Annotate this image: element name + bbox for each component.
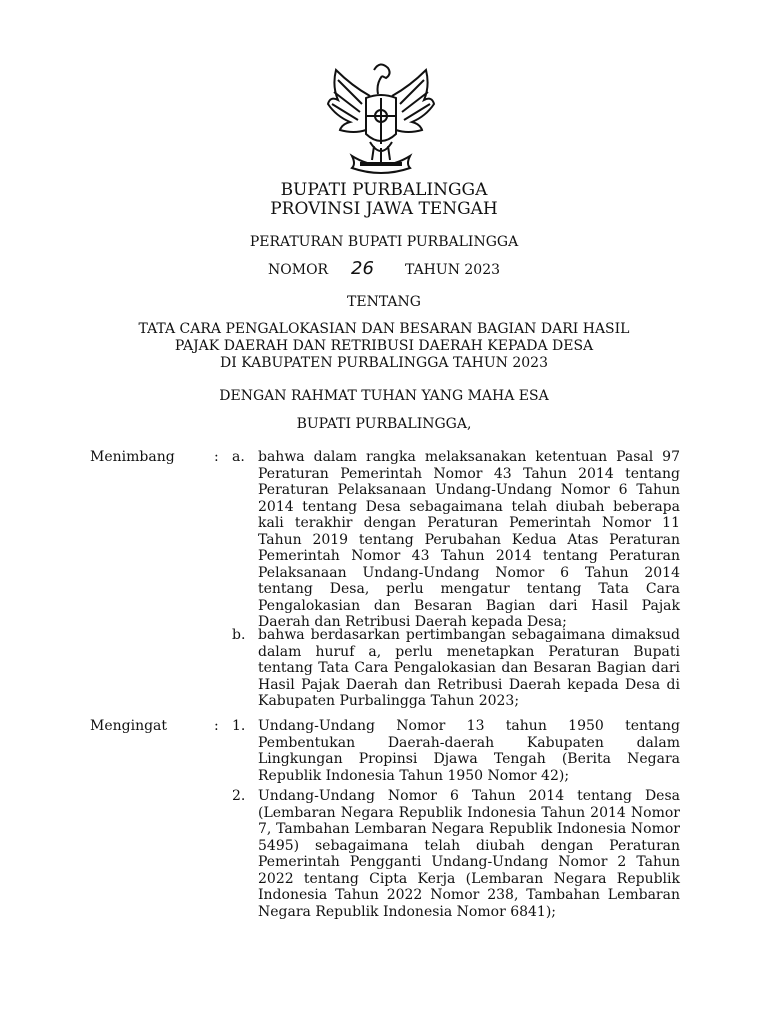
nomor-value: 26 — [351, 258, 374, 279]
item-marker: 2. — [232, 788, 246, 804]
colon: : — [214, 718, 219, 734]
bupati-salutation: BUPATI PURBALINGGA, — [296, 416, 472, 432]
title-line: TATA CARA PENGALOKASIAN DAN BESARAN BAGIAN DARI HASIL — [138, 321, 630, 337]
regulation-title — [0, 321, 768, 372]
garuda-emblem-icon — [322, 56, 440, 176]
colon: : — [214, 449, 219, 465]
title-line: DI KABUPATEN PURBALINGGA TAHUN 2023 — [220, 355, 548, 371]
mengingat-label: Mengingat — [90, 718, 168, 734]
title-line: PAJAK DAERAH DAN RETRIBUSI DAERAH KEPADA DESA — [174, 338, 594, 354]
item-text: bahwa berdasarkan pertimbangan sebagaimana dimaksud dalam huruf a, perlu menetapkan Peraturan Bupati tentang Tata Cara Pengalokasian dan Besaran Bagian dari Hasil Pajak Daerah dan Retribusi Daerah kepada Desa di Kabupaten Purbalingga Tahun 2023; — [258, 627, 680, 709]
tentang-label: TENTANG — [347, 294, 421, 310]
header-bupati: BUPATI PURBALINGGA — [280, 180, 488, 200]
regulation-type: PERATURAN BUPATI PURBALINGGA — [249, 234, 519, 250]
item-marker: b. — [232, 627, 246, 643]
item-text: Undang-Undang Nomor 13 tahun 1950 tentang Pembentukan Daerah-daerah Kabupaten dalam Lingkungan Propinsi Djawa Tengah (Berita Negara Republik Indonesia Tahun 1950 Nomor 42); — [258, 718, 680, 784]
header-province: PROVINSI JAWA TENGAH — [270, 199, 498, 219]
item-marker: a. — [232, 449, 245, 465]
item-text: Undang-Undang Nomor 6 Tahun 2014 tentang Desa (Lembaran Negara Republik Indonesia Tahun 2014 Nomor 7, Tambahan Lembaran Negara Republik Indonesia Nomor 5495) sebagaimana telah diubah dengan Peraturan Pemerintah Pengganti Undang-Undang Nomor 2 Tahun 2022 tentang Cipta Kerja (Lembaran Negara Republik Indonesia Tahun 2022 Nomor 238, Tambahan Lembaran Negara Republik Indonesia Nomor 6841); — [258, 788, 680, 920]
nomor-label: NOMOR — [268, 262, 329, 278]
item-text: bahwa dalam rangka melaksanakan ketentuan Pasal 97 Peraturan Pemerintah Nomor 43 Tahun 2014 tentang Peraturan Pelaksanaan Undang-Undang Nomor 6 Tahun 2014 tentang Desa sebagaimana telah diubah beberapa kali terakhir dengan Peraturan Pemerintah Nomor 11 Tahun 2019 tentang Perubahan Kedua Atas Peraturan Pemerintah Nomor 43 Tahun 2014 tentang Peraturan Pelaksanaan Undang-Undang Nomor 6 Tahun 2014 tentang Desa, perlu mengatur tentang Tata Cara Pengalokasian dan Besaran Bagian dari Hasil Pajak Daerah dan Retribusi Daerah kepada Desa; — [258, 449, 680, 630]
menimbang-label: Menimbang — [90, 449, 175, 465]
blessing: DENGAN RAHMAT TUHAN YANG MAHA ESA — [219, 388, 549, 404]
tahun-label: TAHUN 2023 — [405, 262, 501, 278]
item-marker: 1. — [232, 718, 246, 734]
